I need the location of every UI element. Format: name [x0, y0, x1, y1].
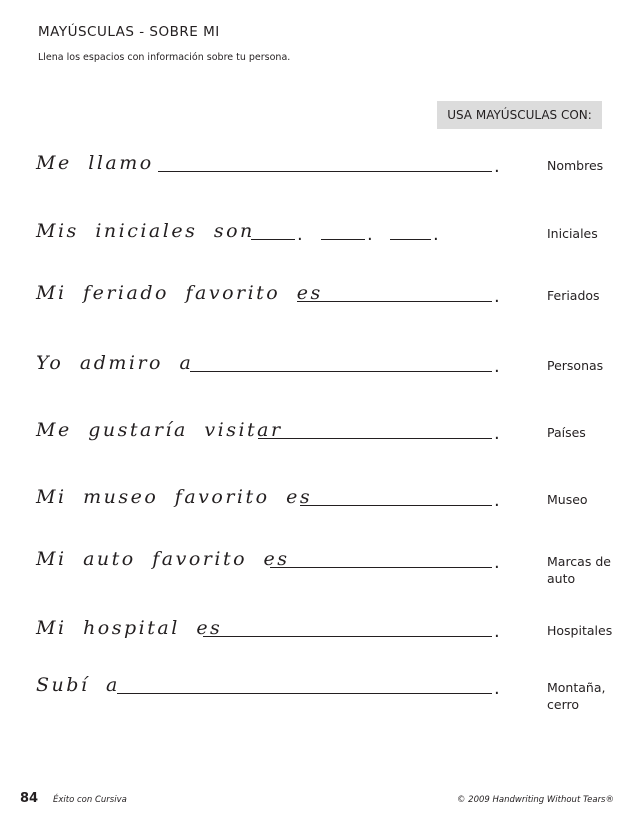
- prompt-text: Me llamo: [36, 152, 154, 174]
- prompt-text: Mi feriado favorito es: [36, 282, 323, 304]
- category-label: Personas: [547, 358, 604, 373]
- book-title: Éxito con Cursiva: [53, 795, 127, 805]
- period: .: [297, 224, 303, 245]
- category-label: Marcas de auto: [547, 554, 611, 586]
- period: .: [494, 490, 500, 511]
- category-label: Nombres: [547, 158, 604, 173]
- prompt-row-car: [0, 534, 638, 586]
- page-number: 84: [20, 791, 39, 806]
- prompt-row-name: [0, 138, 638, 178]
- prompt-row-museum: [0, 472, 638, 512]
- answer-line[interactable]: [203, 636, 492, 637]
- period: .: [494, 552, 500, 573]
- prompt-row-climb: [0, 660, 638, 712]
- capitalization-badge: USA MAYÚSCULAS CON:: [437, 101, 602, 129]
- prompt-row-initials: [0, 206, 638, 246]
- category-label: Feriados: [547, 288, 600, 303]
- prompt-text: Mi auto favorito es: [36, 548, 290, 570]
- period: .: [494, 621, 500, 642]
- category-label: Montaña, cerro: [547, 680, 606, 712]
- period: .: [433, 224, 439, 245]
- worksheet-instructions: Llena los espacios con información sobre tu persona.: [38, 52, 291, 63]
- prompt-text: Mi museo favorito es: [36, 486, 313, 508]
- prompt-row-holiday: [0, 268, 638, 308]
- prompt-text: Mi hospital es: [36, 617, 223, 639]
- answer-line[interactable]: [270, 567, 492, 568]
- prompt-text: Me gustaría visitar: [36, 419, 283, 441]
- answer-line[interactable]: [190, 371, 492, 372]
- copyright-notice: © 2009 Handwriting Without Tears®: [456, 795, 614, 805]
- category-label: Hospitales: [547, 623, 613, 638]
- period: .: [494, 678, 500, 699]
- answer-line[interactable]: [297, 301, 492, 302]
- prompt-text: Mis iniciales son: [36, 220, 255, 242]
- answer-line[interactable]: [258, 438, 492, 439]
- category-label: Países: [547, 425, 586, 440]
- answer-line[interactable]: [117, 693, 492, 694]
- prompt-text: Subí a: [36, 674, 120, 696]
- initial-line-2[interactable]: [321, 239, 365, 240]
- answer-line[interactable]: [300, 505, 492, 506]
- period: .: [494, 356, 500, 377]
- answer-line[interactable]: [158, 171, 492, 172]
- initial-line-3[interactable]: [390, 239, 431, 240]
- worksheet-title: MAYÚSCULAS - SOBRE MI: [38, 24, 220, 40]
- prompt-row-admire: [0, 338, 638, 378]
- period: .: [494, 423, 500, 444]
- category-label: Iniciales: [547, 226, 598, 241]
- initial-line-1[interactable]: [251, 239, 295, 240]
- period: .: [367, 224, 373, 245]
- prompt-row-visit: [0, 405, 638, 445]
- period: .: [494, 156, 500, 177]
- prompt-text: Yo admiro a: [36, 352, 194, 374]
- prompt-row-hospital: [0, 603, 638, 643]
- period: .: [494, 286, 500, 307]
- category-label: Museo: [547, 492, 588, 507]
